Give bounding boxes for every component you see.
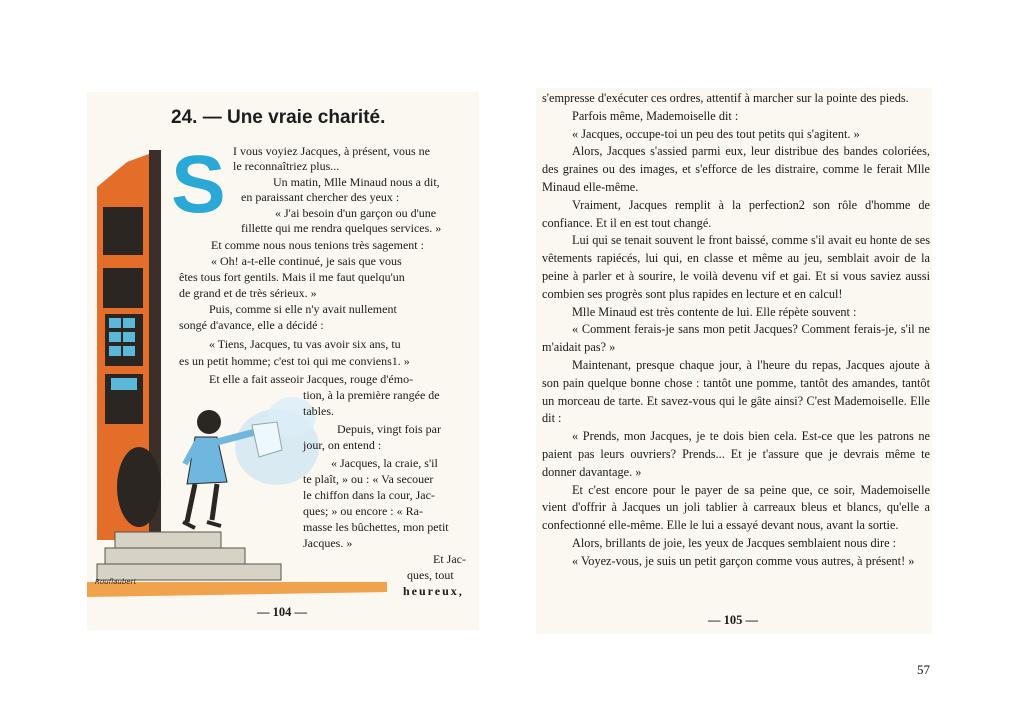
text-line: Depuis, vingt fois par <box>337 422 441 436</box>
text-line: es un petit homme; c'est toi qui me conviens1. » <box>179 354 410 368</box>
page-number: 57 <box>917 662 930 677</box>
paragraph: « Prends, mon Jacques, je te dois bien cela. Est-ce que les patrons ne paient pas leurs ouvriers? Prends... Et je t'assure que je devrais même te donner davantage. » <box>542 429 930 479</box>
right-book-page <box>536 88 932 634</box>
text-line: Et elle a fait asseoir Jacques, rouge d'émo- <box>209 372 414 386</box>
paragraph: « Comment ferais-je sans mon petit Jacques? Comment ferais-je, s'il ne m'aidait pas? » <box>542 322 930 355</box>
paragraph: Et c'est encore pour le payer de sa peine que, ce soir, Mademoiselle vient d'offrir à Jacques un joli tablier à carreaux bleus et blancs, qu'elle a confectionné elle-même. Elle le lui a essayé devant nous, avant la sortie. <box>542 482 930 533</box>
paragraph: « Jacques, occupe-toi un peu des tout petits qui s'agitent. » <box>572 126 860 141</box>
text-line: « Oh! a-t-elle continué, je sais que vous <box>211 254 402 268</box>
text-line: Et comme nous nous tenions très sagement : <box>211 238 424 252</box>
text-line: I vous voyiez Jacques, à présent, vous ne <box>233 144 430 158</box>
illustrator-signature: Rouflaubert <box>95 578 137 586</box>
text-line: tion, à la première rangée de <box>303 388 440 402</box>
text-line: ques, tout <box>407 568 454 582</box>
page-folio: — 105 — <box>708 613 758 627</box>
text-line: le reconnaîtriez plus... <box>233 159 340 173</box>
text-line: de grand et de très sérieux. » <box>179 286 317 300</box>
drop-cap: S <box>171 139 226 230</box>
paragraph: Vraiment, Jacques remplit à la perfection2 son rôle d'homme de confiance. Et il en est tout changé. <box>542 197 930 230</box>
paragraph: Maintenant, presque chaque jour, à l'heure du repas, Jacques ajoute à son pain quelque bonne chose : tantôt une pomme, tantôt des amandes, tantôt un morceau de tarte. Et savez-vous qui le gâte ainsi? C'est Mademoiselle. Elle dit : <box>542 357 930 426</box>
paragraph: Alors, brillants de joie, les yeux de Jacques semblaient nous dire : <box>572 535 897 550</box>
text-line: êtes tous fort gentils. Mais il me faut quelqu'un <box>179 270 405 284</box>
text-line: « Jacques, la craie, s'il <box>331 456 438 470</box>
text-line: en paraissant chercher des yeux : <box>241 190 400 204</box>
paragraph: Mlle Minaud est très contente de lui. Elle répète souvent : <box>572 304 857 319</box>
text-line: tables. <box>303 404 334 418</box>
body-text <box>542 90 930 571</box>
paragraph: « Voyez-vous, je suis un petit garçon comme vous autres, à présent! » <box>572 553 915 568</box>
paragraph: s'empresse d'exécuter ces ordres, attentif à marcher sur la pointe des pieds. <box>542 91 909 105</box>
text-line: fillette qui me rendra quelques services. » <box>241 221 442 235</box>
text-line: « Tiens, Jacques, tu vas avoir six ans, tu <box>209 337 401 351</box>
page-folio: — 104 — <box>257 605 307 619</box>
text-line: Et Jac- <box>433 552 466 566</box>
text-line: te plaît, » ou : « Va secouer <box>303 472 434 486</box>
text-line: heureux, <box>403 584 464 598</box>
text-line: ques; » ou encore : « Ra- <box>303 504 423 518</box>
text-line: Puis, comme si elle n'y avait nullement <box>209 302 397 316</box>
text-line: jour, on entend : <box>303 438 382 452</box>
text-line: Un matin, Mlle Minaud nous a dit, <box>273 175 440 189</box>
chapter-title: 24. — Une vraie charité. <box>171 107 386 128</box>
text-line: masse les bûchettes, mon petit <box>303 520 449 534</box>
left-book-page <box>87 92 479 630</box>
paragraph: Lui qui se tenait souvent le front baissé, comme s'il avait eu honte de ses vêtements rapiécés, lui qui, en classe et même au jeu, semblait avoir de la peine à parler et à sourire, le voilà devenu vif et gai. Et si vous saviez aussi combien ses progrès sont plus rapides en lecture et en calcul! <box>542 233 930 301</box>
paragraph: Alors, Jacques s'assied parmi eux, leur distribue des bandes coloriées, des graines ou des images, et s'efforce de les distraire, comme le ferait Mlle Minaud elle-même. <box>542 144 930 194</box>
text-line: songé d'avance, elle a décidé : <box>179 318 324 332</box>
text-line: « J'ai besoin d'un garçon ou d'une <box>275 206 437 220</box>
text-line: le chiffon dans la cour, Jac- <box>303 488 435 502</box>
text-line: Jacques. » <box>303 536 353 550</box>
paragraph: Parfois même, Mademoiselle dit : <box>572 108 739 123</box>
